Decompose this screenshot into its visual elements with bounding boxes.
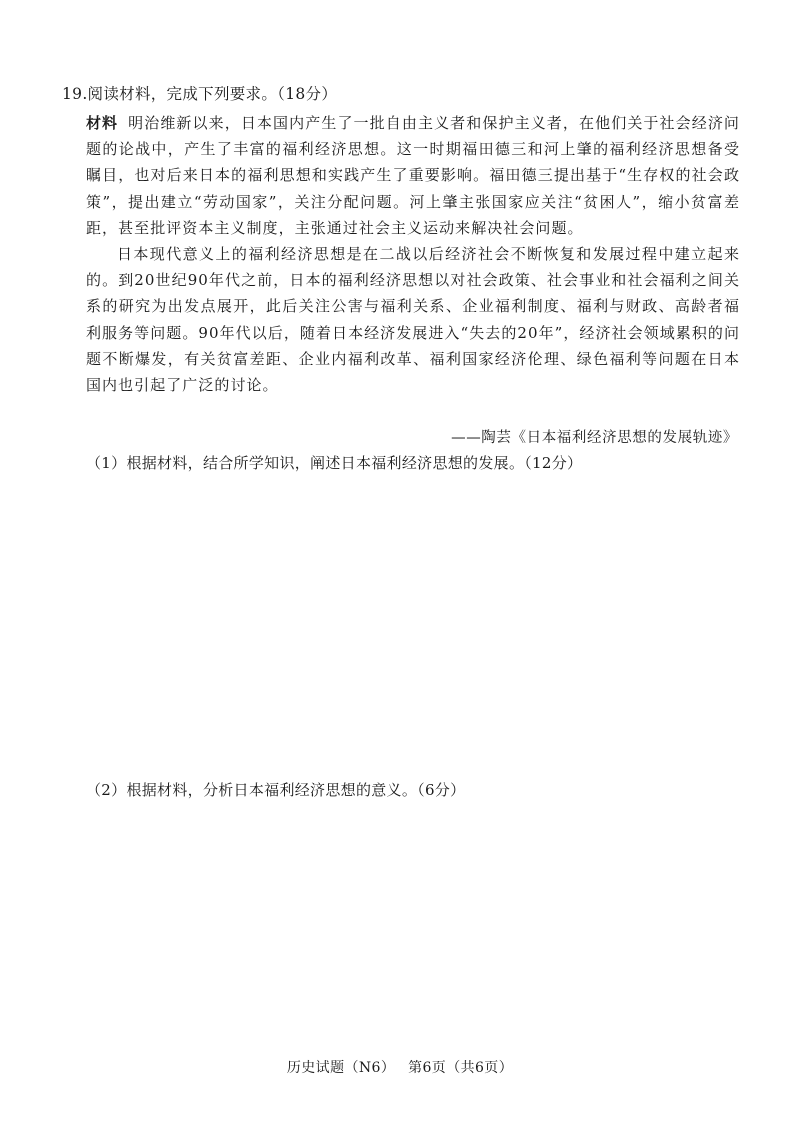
material-source: ——陶芸《日本福利经济思想的发展轨迹》 [451, 430, 738, 446]
footer-page-info: 第6页（共6页） [408, 1060, 514, 1076]
answer-area-2[interactable] [86, 806, 740, 1036]
page-footer [0, 1057, 800, 1077]
question-title: 19.阅读材料，完成下列要求。（18分） [62, 85, 338, 103]
material-label: 材料 [86, 114, 119, 132]
answer-area-1[interactable] [86, 480, 740, 770]
material-paragraph-1 [86, 110, 740, 241]
material-paragraph-1-text: 明治维新以来，日本国内产生了一批自由主义者和保护主义者，在他们关于社会经济问题的论战中，产生了丰富的福利经济思想。这一时期福田德三和河上肇的福利经济思想备受瞩目，也对后来日本的福利思想和实践产生了重要影响。福田德三提出基于“生存权的社会政策”，提出建立“劳动国家”，关注分配问题。河上肇主张国家应关注“贫困人”，缩小贫富差距，甚至批评资本主义制度，主张通过社会主义运动来解决社会问题。 [86, 114, 740, 237]
material-paragraph-2: 日本现代意义上的福利经济思想是在二战以后经济社会不断恢复和发展过程中建立起来的。到20世纪90年代之前，日本的福利经济思想以对社会政策、社会事业和社会福利之间关系的研究为出发点展开，此后关注公害与福利关系、企业福利制度、福利与财政、高龄者福利服务等问题。90年代以后，随着日本经济发展进入“失去的20年”，经济社会领域累积的问题不断爆发，有关贫富差距、企业内福利改革、福利国家经济伦理、绿色福利等问题在日本国内也引起了广泛的讨论。 [86, 245, 740, 395]
material-block [86, 110, 740, 398]
sub-question-1: （1）根据材料，结合所学知识，阐述日本福利经济思想的发展。（12分） [86, 454, 583, 472]
footer-exam-name: 历史试题（N6） [286, 1060, 396, 1076]
sub-question-2: （2）根据材料，分析日本福利经济思想的意义。（6分） [86, 781, 466, 799]
